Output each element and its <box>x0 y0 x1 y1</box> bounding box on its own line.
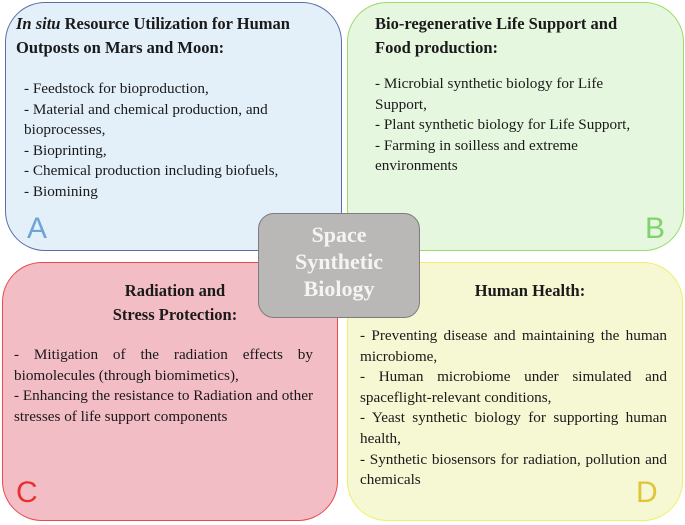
quadrant-a-title-italic: In situ <box>16 14 61 33</box>
list-item: - Bioprinting, <box>24 141 107 159</box>
list-item: - Enhancing the resistance to Radiation and other stresses of life support components <box>14 387 314 425</box>
quadrant-letter-a: A <box>27 212 48 245</box>
quadrant-c-list <box>14 345 313 427</box>
quadrant-letter-b: B <box>645 212 666 245</box>
center-title-line: Biology <box>303 276 375 301</box>
list-item: bioprocesses, <box>24 121 106 139</box>
quadrant-a-title-line2: Outposts on Mars and Moon: <box>16 38 225 57</box>
center-title-line: Space <box>311 222 367 247</box>
list-item: - Plant synthetic biology for Life Support, <box>375 116 631 134</box>
list-item: - Material and chemical production, and <box>24 100 268 118</box>
list-item: environments <box>375 157 458 175</box>
quadrant-a-list <box>24 79 339 203</box>
list-item: - Preventing disease and maintaining the human microbiome, <box>360 327 667 365</box>
quadrant-b-title-line2: Food production: <box>375 38 499 57</box>
center-title-box <box>258 213 420 318</box>
list-item: - Biomining <box>24 182 98 200</box>
quadrant-c-title-line1: Radiation and <box>124 281 226 300</box>
list-item: - Synthetic biosensors for radiation, pollution and chemicals <box>360 450 667 489</box>
center-title-line: Synthetic <box>295 249 383 274</box>
list-item: - Mitigation of the radiation effects by biomolecules (through biomimetics), <box>14 346 313 384</box>
quadrant-b-list <box>375 74 675 177</box>
quadrant-c-title-line2: Stress Protection: <box>112 305 238 324</box>
quadrant-a-title <box>16 12 341 60</box>
list-item: - Microbial synthetic biology for Life <box>375 75 604 92</box>
list-item: Support, <box>375 95 427 113</box>
quadrant-a-title-rest: Resource Utilization for Human <box>60 14 290 33</box>
quadrant-b-title <box>375 12 675 60</box>
quadrant-c-title <box>60 279 290 327</box>
list-item: - Chemical production including biofuels, <box>24 162 279 180</box>
list-item: - Feedstock for bioproduction, <box>24 80 209 97</box>
list-item: - Yeast synthetic biology for supporting human health, <box>360 409 667 447</box>
quadrant-letter-c: C <box>16 476 38 509</box>
quadrant-d-list <box>360 326 667 491</box>
list-item: - Human microbiome under simulated and spaceflight-relevant conditions, <box>360 368 667 406</box>
quadrant-d-title-line1: Human Health: <box>474 281 586 300</box>
quadrant-d-title <box>430 279 630 303</box>
quadrant-letter-d: D <box>636 476 658 509</box>
quadrant-b-title-line1: Bio-regenerative Life Support and <box>375 14 618 33</box>
list-item: - Farming in soilless and extreme <box>375 136 578 154</box>
